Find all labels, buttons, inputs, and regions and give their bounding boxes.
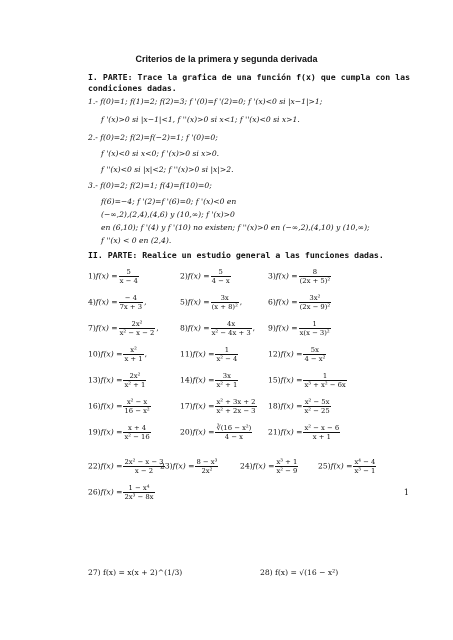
function-item — [88, 346, 147, 363]
function-label: 5) — [180, 297, 188, 307]
function-label: 17) — [180, 401, 193, 411]
fraction-denominator: 2x³ − 8x — [124, 493, 154, 501]
function-fraction — [303, 424, 340, 441]
function-item — [180, 372, 239, 389]
function-item — [268, 346, 327, 363]
fraction-numerator: 1 — [299, 320, 331, 329]
fraction-numerator: 3x — [211, 294, 239, 303]
function-label: 8) — [180, 323, 188, 333]
fraction-numerator: x² − 5x — [304, 398, 330, 406]
function-fraction — [195, 458, 218, 475]
fraction-numerator: x² − x — [123, 398, 150, 407]
function-lhs: f(x) = — [275, 271, 298, 281]
function-label: 22) — [88, 461, 101, 471]
fraction-numerator: x² − x − 6 — [304, 424, 340, 432]
function-tail: , — [144, 297, 147, 307]
function-item — [180, 398, 258, 415]
function-lhs: f(x) = — [275, 297, 298, 307]
fraction-denominator: x² − 4 — [216, 355, 238, 363]
item1-line-b: f '(x)>0 si |x−1|<1, f ''(x)>0 si x<1; f ''(x)<0 si x>1. — [101, 115, 300, 124]
function-fraction — [119, 268, 139, 285]
function-fraction — [215, 346, 238, 363]
fraction-denominator: x(x − 3)² — [299, 329, 330, 337]
item3-line-a: 3.- f(0)=2; f(2)=1; f(4)=f(10)=0; — [88, 181, 212, 190]
function-item — [88, 320, 159, 337]
fraction-denominator: x² − 9 — [276, 467, 298, 475]
function-lhs: f(x) = — [187, 323, 210, 333]
fraction-numerator: x² — [123, 346, 143, 355]
function-lhs: f(x) = — [192, 427, 215, 437]
function-label: 4) — [88, 297, 96, 307]
function-label: 25) — [318, 461, 331, 471]
function-fraction — [215, 424, 252, 441]
function-label: 6) — [268, 297, 276, 307]
fraction-numerator: 2x² — [119, 320, 156, 329]
function-fraction — [303, 346, 326, 363]
fraction-denominator: 4 − x — [224, 433, 243, 441]
function-item — [88, 424, 152, 441]
fraction-denominator: 7x + 3 — [119, 303, 143, 311]
fraction-denominator: x³ + x² − 6x — [304, 381, 346, 389]
function-fraction — [299, 294, 332, 311]
function-fraction — [215, 398, 256, 415]
function-item — [268, 424, 341, 441]
part2-heading: II. PARTE: Realice un estudio general a las funciones dadas. — [88, 250, 384, 260]
function-item — [88, 268, 140, 285]
fraction-numerator: 4x — [211, 320, 252, 329]
fraction-numerator: 3x — [215, 372, 238, 381]
function-lhs: f(x) = — [280, 427, 303, 437]
function-fraction — [275, 458, 298, 475]
function-lhs: f(x) = — [95, 297, 118, 307]
function-lhs: f(x) = — [100, 487, 123, 497]
fraction-numerator: 8 − x³ — [196, 458, 218, 466]
function-item — [88, 294, 147, 311]
fraction-denominator: x − 4 — [119, 277, 138, 285]
function-label: 21) — [268, 427, 281, 437]
function-label: 11) — [180, 349, 193, 359]
function-item — [268, 320, 332, 337]
function-fraction — [123, 458, 164, 475]
function-fraction — [353, 458, 376, 475]
fraction-denominator: (2x − 9)² — [299, 303, 331, 311]
fraction-denominator: (x + 8)² — [211, 303, 238, 311]
fraction-denominator: x³ − 1 — [354, 467, 376, 475]
function-fraction — [119, 294, 147, 311]
item3-line-c: (−∞,2),(2,4),(4,6) y (10,∞); f '(x)>0 — [101, 210, 235, 219]
function-item — [268, 398, 332, 415]
function-lhs: f(x) = — [330, 461, 353, 471]
function-lhs: f(x) = — [172, 461, 195, 471]
function-label: 26) — [88, 487, 101, 497]
function-tail: , — [144, 349, 148, 359]
function-item — [88, 398, 152, 415]
function-label: 2) — [180, 271, 188, 281]
fraction-numerator: 2x² − x − 3 — [124, 458, 164, 466]
function-lhs: f(x) = — [95, 271, 118, 281]
function-fraction — [211, 320, 252, 337]
function-label: 3) — [268, 271, 276, 281]
page-number: 1 — [403, 488, 409, 497]
function-lhs: f(x) = — [100, 427, 123, 437]
function-lhs: f(x) = — [187, 297, 210, 307]
fraction-denominator: x + 1 — [312, 433, 331, 441]
function-label: 9) — [268, 323, 276, 333]
function-label: 14) — [180, 375, 193, 385]
fraction-numerator: x + 4 — [123, 424, 150, 433]
function-tail: , — [156, 323, 159, 333]
function-fraction — [303, 398, 330, 415]
function-label: 7) — [88, 323, 96, 333]
function-fraction — [303, 372, 346, 389]
function-item — [240, 458, 299, 475]
fraction-numerator: − 4 — [119, 294, 144, 303]
function-item — [180, 294, 242, 311]
fraction-denominator: x² + 1 — [216, 381, 238, 389]
fraction-denominator: x² + 1 — [124, 381, 146, 389]
function-fraction — [299, 320, 331, 337]
function-item — [88, 484, 156, 501]
function-lhs: f(x) = — [187, 271, 210, 281]
function-label: 24) — [240, 461, 253, 471]
fraction-denominator: x² − x − 2 — [119, 329, 155, 337]
function-fraction — [211, 268, 231, 285]
item3-line-b: f(6)=−4; f '(2)=f '(6)=0; f '(x)<0 en — [101, 197, 237, 206]
page-title: Criterios de la primera y segunda derivada — [135, 54, 318, 64]
function-lhs: f(x) = — [192, 401, 215, 411]
function-item — [180, 346, 239, 363]
function-fraction — [299, 268, 332, 285]
fraction-numerator: 1 — [215, 346, 238, 355]
function-label: 1) — [88, 271, 96, 281]
function-item — [88, 458, 166, 475]
fraction-numerator: 5 — [211, 268, 231, 277]
function-item — [268, 372, 348, 389]
function-fraction — [123, 372, 146, 389]
fraction-denominator: x² − 16 — [124, 433, 150, 441]
function-item — [268, 268, 332, 285]
fraction-numerator: x² + 3x + 2 — [216, 398, 256, 406]
function-lhs: f(x) = — [280, 375, 303, 385]
function-lhs: f(x) = — [100, 401, 123, 411]
function-label: 18) — [268, 401, 281, 411]
function-fraction — [123, 484, 154, 501]
fraction-numerator: 5 — [119, 268, 139, 277]
function-lhs: f(x) = — [280, 349, 303, 359]
item3-line-d: en (6,10); f '(4) y f '(10) no existen; f ''(x)>0 en (−∞,2),(4,10) y (10,∞); — [101, 223, 370, 232]
fraction-denominator: x² − 25 — [304, 407, 330, 415]
function-item — [318, 458, 377, 475]
fraction-denominator: x + 1 — [124, 355, 143, 363]
item2-line-c: f ''(x)<0 si |x|<2; f ''(x)>0 si |x|>2. — [101, 165, 234, 174]
function-item — [180, 424, 253, 441]
function-item — [268, 294, 332, 311]
function-lhs: f(x) = — [280, 401, 303, 411]
function-fraction — [211, 294, 239, 311]
function-tail: , — [239, 297, 243, 307]
function-item — [160, 458, 219, 475]
function-label: 16) — [88, 401, 101, 411]
function-fraction — [123, 398, 150, 415]
item3-line-e: f ''(x) < 0 en (2,4). — [101, 236, 172, 245]
function-label: 12) — [268, 349, 281, 359]
function-lhs: f(x) = — [100, 349, 123, 359]
function-fraction — [123, 346, 143, 363]
item1-line-a: 1.- f(0)=1; f(1)=2; f(2)=3; f '(0)=f '(2)=0; f '(x)<0 si |x−1|>1; — [88, 97, 323, 106]
function-item-27: 27) f(x) = x(x + 2)^(1/3) — [88, 568, 183, 577]
function-lhs: f(x) = — [95, 323, 118, 333]
item2-line-b: f '(x)<0 si x<0; f '(x)>0 si x>0. — [101, 149, 220, 158]
item2-line-a: 2.- f(0)=2; f(2)=f(−2)=1; f '(0)=0; — [88, 133, 218, 142]
function-item-28: 28) f(x) = √(16 − x²) — [260, 568, 339, 577]
fraction-denominator: 16 − x² — [124, 407, 150, 415]
fraction-denominator: 4 − x² — [304, 355, 326, 363]
function-label: 20) — [180, 427, 193, 437]
function-lhs: f(x) = — [275, 323, 298, 333]
fraction-denominator: x − 2 — [134, 467, 154, 475]
fraction-denominator: 2x² — [201, 467, 213, 475]
fraction-denominator: x² + 2x − 3 — [216, 407, 256, 415]
function-lhs: f(x) = — [100, 375, 123, 385]
fraction-denominator: 4 − x — [211, 277, 230, 285]
function-label: 23) — [160, 461, 173, 471]
fraction-numerator: 8 — [299, 268, 332, 277]
fraction-numerator: ∛(16 − x²) — [216, 424, 252, 432]
function-lhs: f(x) = — [100, 461, 123, 471]
fraction-denominator: x² − 4x + 3 — [211, 329, 251, 337]
fraction-numerator: 1 − x⁴ — [123, 484, 154, 493]
fraction-numerator: 2x² — [123, 372, 146, 381]
function-item — [180, 320, 255, 337]
fraction-numerator: x⁴ − 4 — [354, 458, 376, 466]
fraction-numerator: 3x² — [299, 294, 332, 303]
function-label: 15) — [268, 375, 281, 385]
function-item — [88, 372, 147, 389]
function-lhs: f(x) = — [192, 349, 215, 359]
function-fraction — [215, 372, 238, 389]
function-label: 19) — [88, 427, 101, 437]
fraction-numerator: x³ + 1 — [276, 458, 298, 466]
fraction-numerator: 5x — [303, 346, 326, 355]
function-fraction — [119, 320, 159, 337]
function-label: 13) — [88, 375, 101, 385]
function-tail: , — [252, 323, 256, 333]
function-label: 10) — [88, 349, 101, 359]
part1-heading: I. PARTE: Trace la grafica de una función f(x) que cumpla con las condiciones dadas. — [88, 72, 410, 93]
function-lhs: f(x) = — [192, 375, 215, 385]
fraction-denominator: (2x + 5)² — [299, 277, 331, 285]
function-item — [180, 268, 232, 285]
function-lhs: f(x) = — [252, 461, 275, 471]
function-fraction — [123, 424, 150, 441]
fraction-numerator: 1 — [303, 372, 346, 381]
